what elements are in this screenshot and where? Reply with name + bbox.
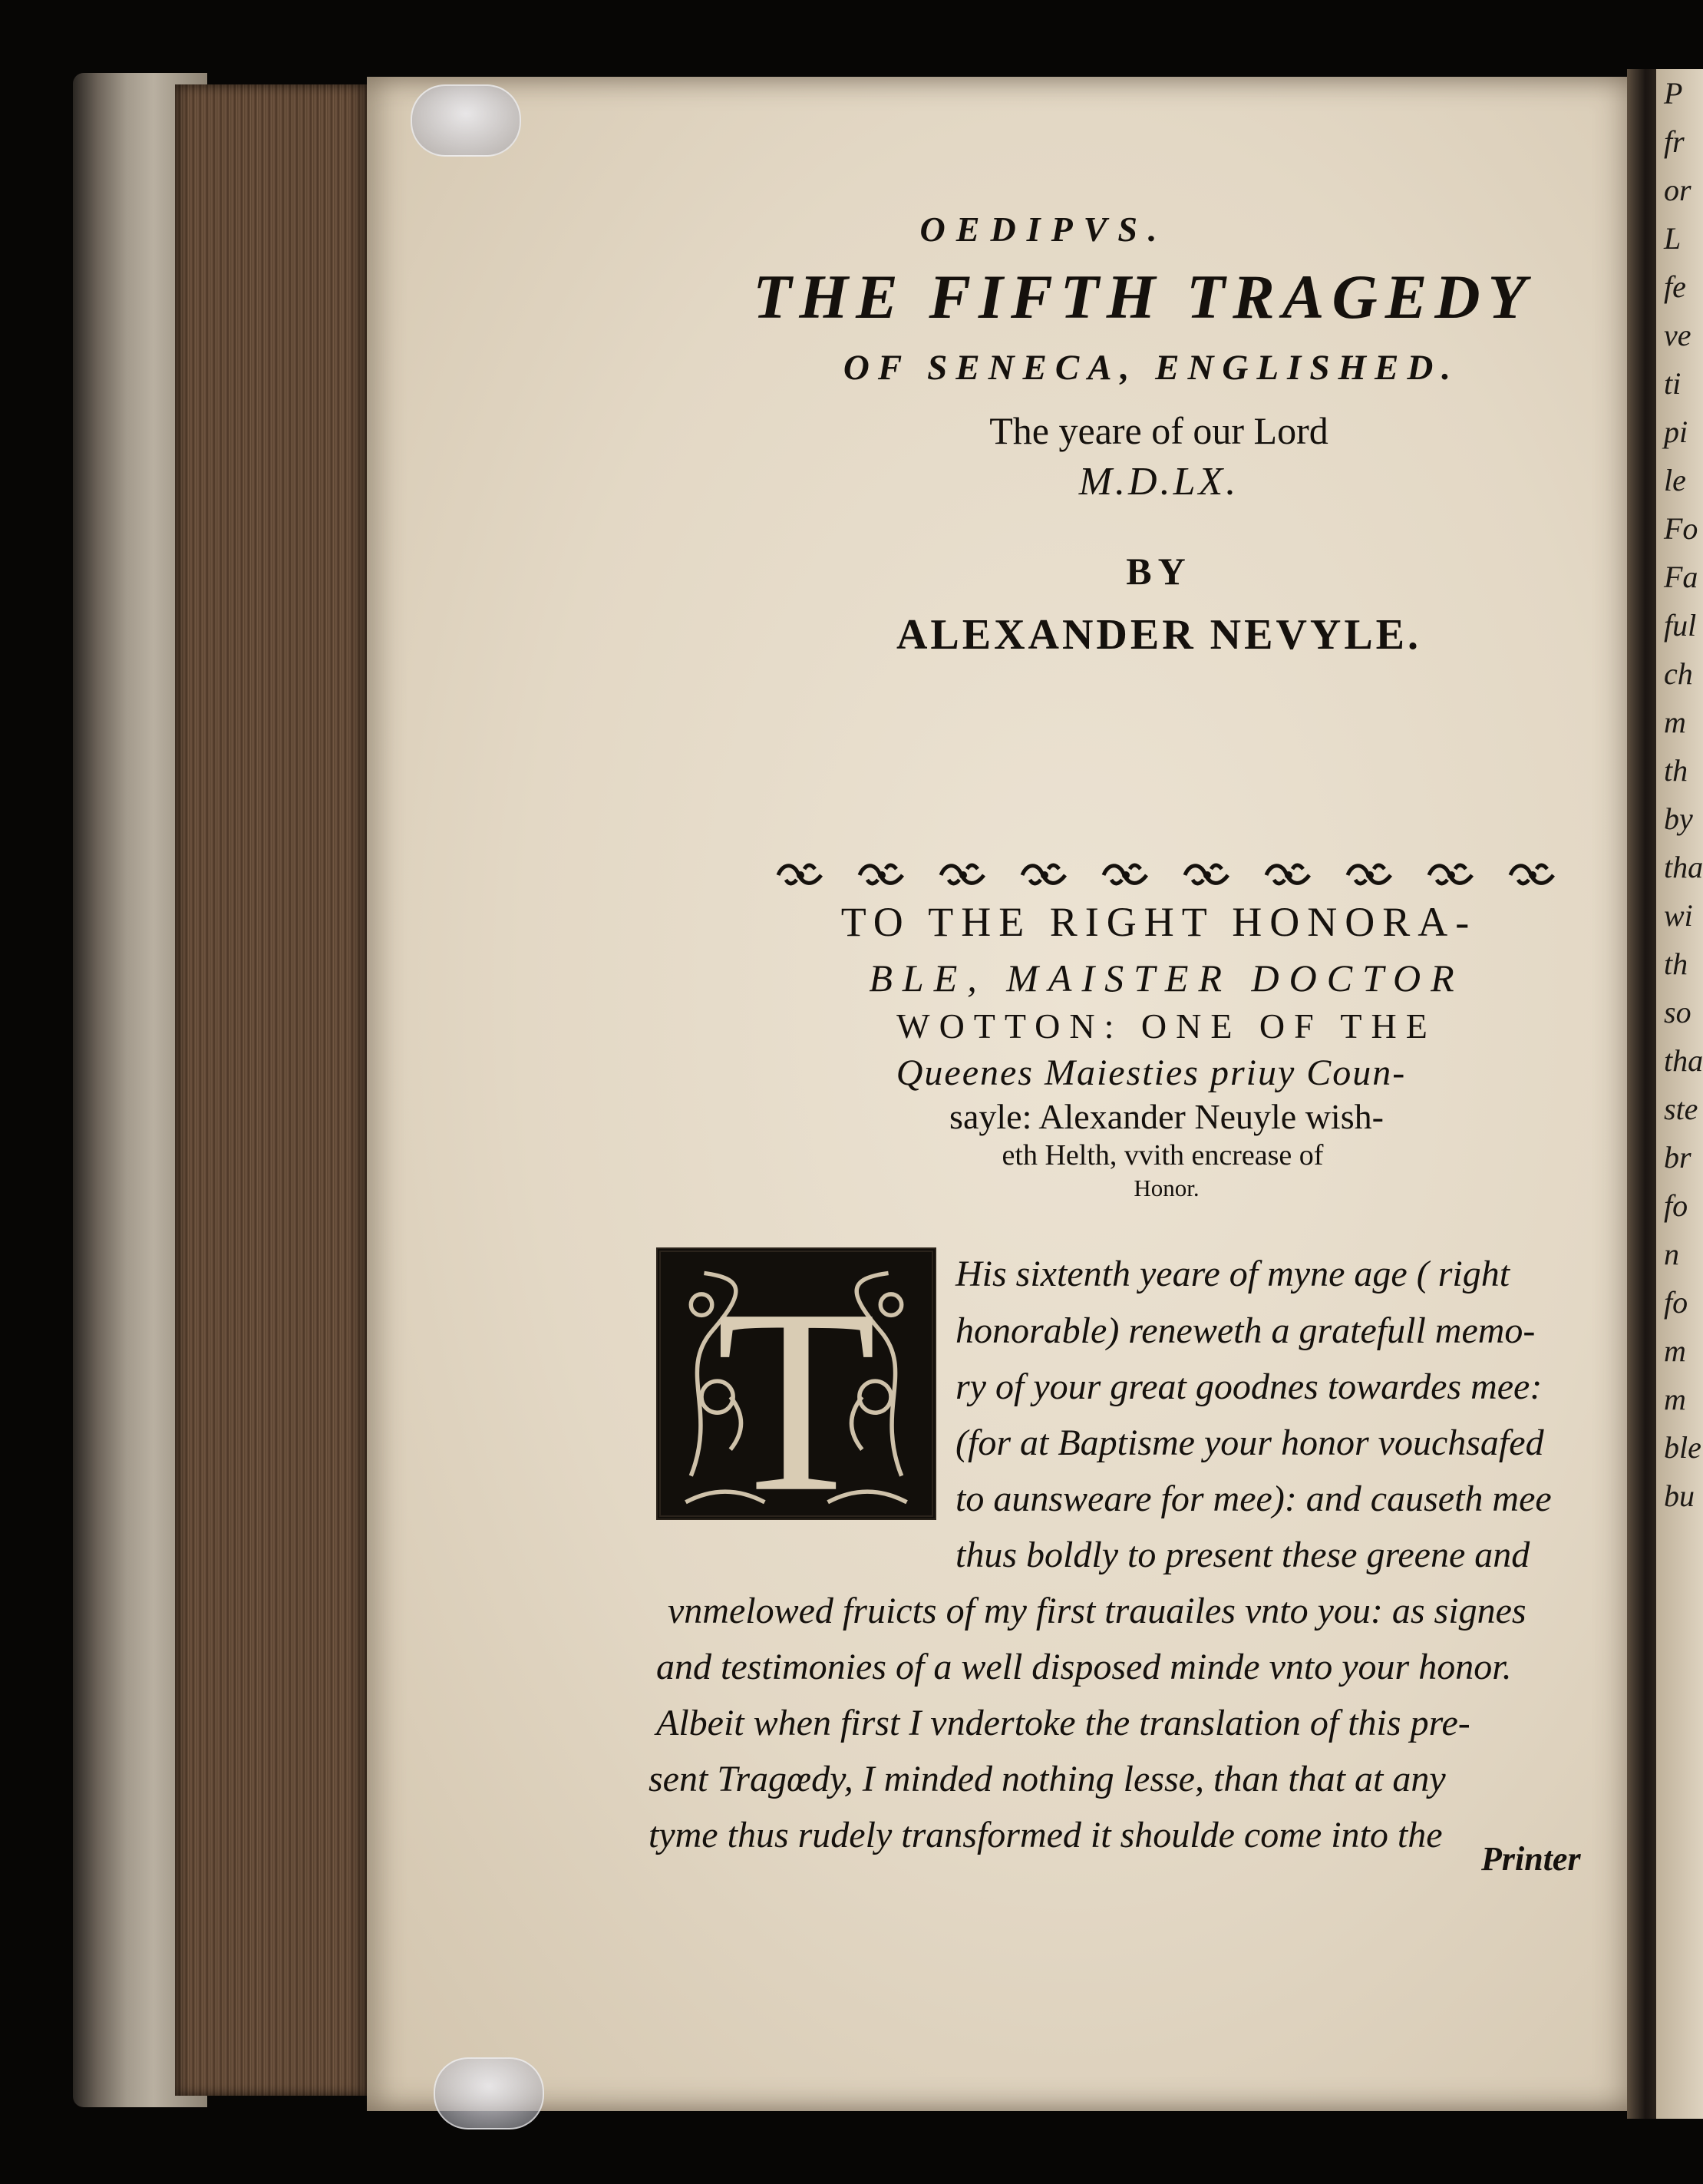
adjacent-page-fragment: tha — [1664, 850, 1703, 884]
author-name: ALEXANDER NEVYLE. — [896, 611, 1422, 659]
adjacent-page-fragment: fo — [1664, 1285, 1688, 1320]
adjacent-page-fragment: ful — [1664, 608, 1697, 643]
ornament-glyph — [1345, 858, 1395, 892]
ornament-glyph — [1182, 858, 1233, 892]
body-line: and testimonies of a well disposed minde vnto your honor. — [656, 1647, 1512, 1687]
catchword: Printer — [1481, 1840, 1581, 1878]
body-line: honorable) reneweth a gratefull memo- — [955, 1310, 1536, 1351]
adjacent-page-fragment: Fa — [1664, 560, 1698, 594]
ornament-glyph — [1019, 858, 1070, 892]
bottom-page-clip — [434, 2057, 544, 2129]
body-line: sent Tragœdy, I minded nothing lesse, than that at any — [649, 1759, 1446, 1799]
page-title: THE FIFTH TRAGEDY — [753, 262, 1534, 332]
adjacent-page-strip — [1656, 69, 1703, 2119]
adjacent-page-fragment: br — [1664, 1140, 1691, 1175]
dedication-line-6: eth Helth, vvith encrease of — [1002, 1139, 1324, 1171]
dedication-line-2: BLE, MAISTER DOCTOR — [869, 957, 1464, 999]
adjacent-page-fragment: th — [1664, 947, 1688, 981]
dedication-line-3: WOTTON: ONE OF THE — [896, 1006, 1437, 1046]
adjacent-page-fragment: wi — [1664, 898, 1693, 933]
ornament-glyph — [938, 858, 988, 892]
adjacent-page-fragment: m — [1664, 705, 1686, 739]
dedication-line-1: TO THE RIGHT HONORA- — [840, 899, 1477, 945]
body-line: (for at Baptisme your honor vouchsafed — [955, 1422, 1544, 1463]
adjacent-page-fragment: th — [1664, 753, 1688, 788]
running-header: OEDIPVS. — [919, 210, 1168, 249]
adjacent-page-fragment: fo — [1664, 1188, 1688, 1223]
year-line: The yeare of our Lord — [989, 409, 1328, 452]
adjacent-page-fragment: fr — [1664, 124, 1685, 159]
adjacent-page-fragment: P — [1664, 76, 1683, 111]
adjacent-page-fragment: bu — [1664, 1479, 1695, 1513]
ornament-glyph — [1263, 858, 1314, 892]
adjacent-page-fragment: fe — [1664, 269, 1686, 304]
page-fore-edge — [175, 84, 367, 2096]
adjacent-page-fragment: ch — [1664, 656, 1693, 691]
body-line: Albeit when first I vndertoke the translation of this pre- — [656, 1703, 1470, 1743]
body-line: ry of your great goodnes towardes mee: — [955, 1366, 1543, 1407]
adjacent-page-fragment: or — [1664, 173, 1691, 207]
body-line: tyme thus rudely transformed it shoulde come into the — [649, 1815, 1443, 1855]
ornament-glyph — [1507, 858, 1558, 892]
decorated-initial-art — [661, 1252, 932, 1515]
dedication-line-7: Honor. — [1134, 1175, 1200, 1201]
ornament-glyph — [1101, 858, 1151, 892]
dedication-line-4: Queenes Maiesties priuy Coun- — [896, 1052, 1407, 1093]
adjacent-page-fragment: L — [1664, 221, 1682, 256]
body-line: vnmelowed fruicts of my first trauailes vnto you: as signes — [668, 1591, 1526, 1631]
top-page-clip — [411, 84, 521, 157]
year-roman: M.D.LX. — [1078, 460, 1239, 504]
adjacent-page-fragment: m — [1664, 1382, 1686, 1416]
ornament-glyph — [856, 858, 907, 892]
adjacent-page-fragment: pi — [1664, 415, 1688, 449]
body-line: His sixtenth yeare of myne age ( right — [955, 1254, 1510, 1294]
adjacent-page-fragment: m — [1664, 1333, 1686, 1368]
adjacent-page-fragment: ti — [1664, 366, 1682, 401]
adjacent-page-fragment: so — [1664, 995, 1691, 1029]
dedication-line-5: sayle: Alexander Neuyle wish- — [949, 1097, 1384, 1136]
adjacent-page-fragment: ve — [1664, 318, 1691, 352]
ornament-divider — [775, 856, 1558, 894]
ornament-glyph — [775, 858, 826, 892]
adjacent-page-fragment: Fo — [1664, 511, 1698, 546]
decorated-initial — [656, 1247, 936, 1520]
by-line: BY — [1126, 550, 1192, 593]
adjacent-page-fragment: ble — [1664, 1430, 1701, 1465]
adjacent-page-fragment: le — [1664, 463, 1686, 497]
drop-cap-letter: T — [715, 1254, 877, 1515]
book-gutter — [1627, 69, 1658, 2119]
body-line: to aunsweare for mee): and causeth mee — [955, 1479, 1552, 1519]
adjacent-page-fragment: n — [1664, 1237, 1679, 1271]
adjacent-page-fragment: tha — [1664, 1043, 1703, 1078]
body-line: thus boldly to present these greene and — [955, 1535, 1530, 1575]
adjacent-page-fragment: ste — [1664, 1092, 1698, 1126]
adjacent-page-fragment: by — [1664, 801, 1693, 836]
ornament-glyph — [1426, 858, 1477, 892]
page-subtitle: OF SENECA, ENGLISHED. — [843, 348, 1460, 388]
